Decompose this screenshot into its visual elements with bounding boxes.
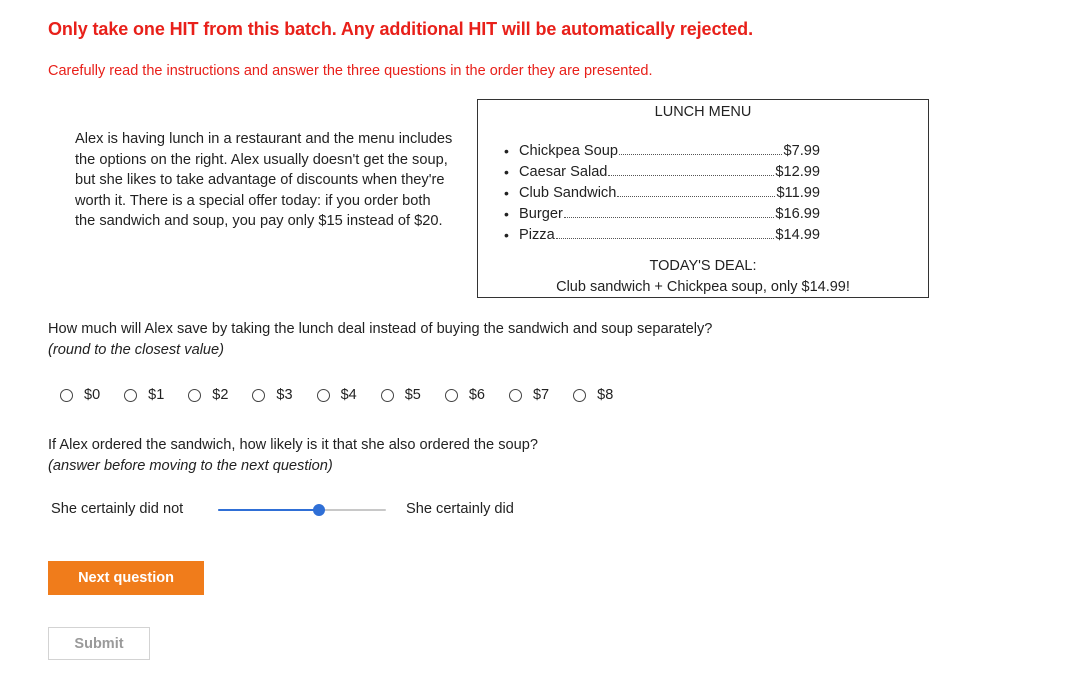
bullet-icon: • [504, 206, 509, 222]
radio-label: $5 [404, 387, 421, 403]
dot-leader [556, 237, 775, 239]
question-1 [48, 319, 712, 361]
radio-button[interactable] [381, 389, 394, 402]
scenario-text: Alex is having lunch in a restaurant and the menu includes the options on the right. Alex usually doesn't get the soup, but she likes to take advantage of discounts when they're worth it. There is a special offer today: if you order both the sandwich and soup, you pay only $15 instead of $20. [75, 131, 453, 229]
menu-item-price: $14.99 [775, 227, 820, 243]
menu-item [504, 159, 820, 180]
question-1-text: How much will Alex save by taking the lunch deal instead of buying the sandwich and soup separately? [48, 321, 713, 337]
radio-button[interactable] [317, 389, 330, 402]
question-2-text: If Alex ordered the sandwich, how likely is it that she also ordered the soup? [48, 437, 538, 453]
radio-button[interactable] [445, 389, 458, 402]
slider-min-label: She certainly did not [51, 501, 184, 517]
menu-item-name: Chickpea Soup [519, 143, 618, 159]
radio-label: $7 [532, 387, 550, 403]
batch-warning: Only take one HIT from this batch. Any additional HIT will be automatically rejected. [48, 19, 753, 39]
menu-item-price: $12.99 [775, 164, 820, 180]
radio-label: $8 [597, 387, 614, 403]
question-1-note: (round to the closest value) [48, 342, 225, 358]
menu-item [504, 222, 820, 243]
lunch-menu [477, 99, 929, 298]
radio-button[interactable] [188, 389, 201, 402]
radio-option[interactable] [445, 387, 485, 403]
radio-option[interactable] [509, 387, 549, 403]
bullet-icon: • [504, 227, 509, 243]
instructions-text: Carefully read the instructions and answer the three questions in the order they are presented. [48, 63, 653, 79]
radio-label: $1 [148, 387, 165, 403]
dot-leader [608, 174, 774, 176]
radio-option[interactable] [188, 387, 228, 403]
deal-label: TODAY'S DEAL: [649, 258, 757, 274]
radio-label: $6 [468, 387, 485, 403]
radio-option[interactable] [573, 387, 613, 403]
radio-button[interactable] [252, 389, 265, 402]
radio-button[interactable] [124, 389, 137, 402]
radio-label: $4 [340, 387, 357, 403]
menu-item-price: $16.99 [775, 206, 820, 222]
menu-item [504, 201, 820, 222]
radio-button[interactable] [509, 389, 522, 402]
menu-items [504, 138, 820, 243]
radio-label: $0 [84, 387, 101, 403]
question-2 [48, 435, 538, 477]
deal-text: Club sandwich + Chickpea soup, only $14.99! [556, 279, 850, 295]
menu-item-price: $11.99 [776, 185, 820, 201]
dot-leader [619, 153, 782, 155]
question-2-note: (answer before moving to the next question) [48, 458, 333, 474]
likelihood-slider[interactable] [218, 502, 386, 518]
radio-label: $3 [276, 387, 293, 403]
menu-item-name: Pizza [519, 227, 555, 243]
menu-item-price: $7.99 [783, 143, 820, 159]
slider-fill [218, 509, 319, 511]
bullet-icon: • [504, 164, 509, 180]
menu-item-name: Club Sandwich [519, 185, 617, 201]
radio-button[interactable] [60, 389, 73, 402]
submit-button[interactable]: Submit [48, 627, 150, 660]
radio-label: $2 [212, 387, 229, 403]
menu-item [504, 180, 820, 201]
slider-max-label: She certainly did [406, 501, 514, 517]
dot-leader [564, 216, 775, 218]
menu-item [504, 138, 820, 159]
radio-option[interactable] [381, 387, 421, 403]
radio-option[interactable] [124, 387, 164, 403]
menu-item-name: Burger [519, 206, 563, 222]
radio-option[interactable] [317, 387, 357, 403]
radio-option[interactable] [252, 387, 292, 403]
radio-option[interactable] [60, 387, 100, 403]
savings-radio-group [60, 387, 637, 403]
menu-item-name: Caesar Salad [519, 164, 608, 180]
menu-title: LUNCH MENU [654, 104, 752, 120]
next-question-button[interactable]: Next question [48, 561, 204, 595]
dot-leader [617, 195, 775, 197]
slider-thumb[interactable] [313, 504, 325, 516]
radio-button[interactable] [573, 389, 586, 402]
bullet-icon: • [504, 143, 509, 159]
bullet-icon: • [504, 185, 509, 201]
